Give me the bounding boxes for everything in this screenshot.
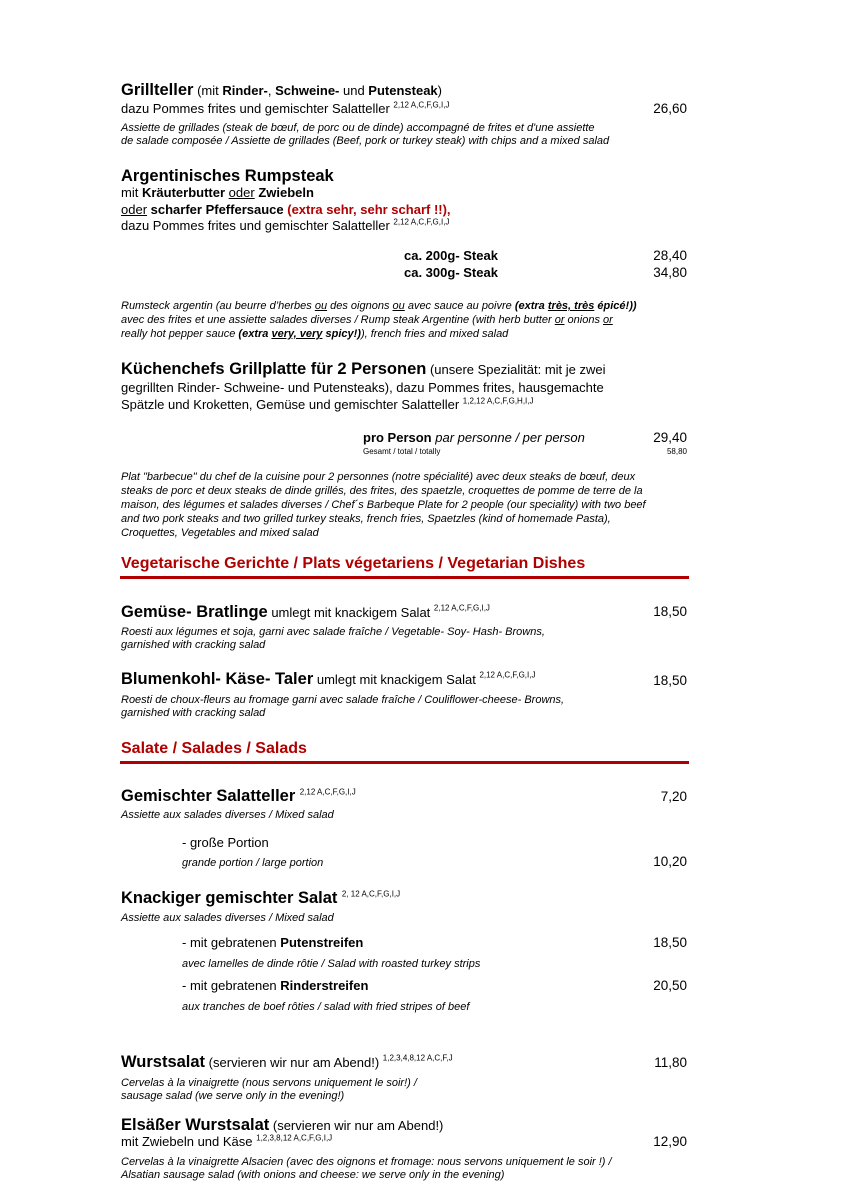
allergen-codes: 1,2,3,8,12 A,C,F,G,I,J: [256, 1133, 333, 1143]
salatteller-large-label: - große Portion: [182, 835, 269, 850]
rumpsteak-option-200g: ca. 200g- Steak: [404, 248, 498, 263]
option-name: Rinderstreifen: [280, 978, 369, 993]
grillteller-desc-1: Assiette de grillades (steak de bœuf, de porc ou de dinde) accompagné de frites et d'une assiette: [121, 122, 595, 134]
grillplatte-line3: [121, 397, 534, 412]
section-heading-vegetarian: Vegetarische Gerichte / Plats végetariens / Vegetarian Dishes: [121, 555, 586, 572]
grillplatte-line2: gegrillten Rinder- Schweine- und Putensteaks), dazu Pommes frites, hausgemachte: [121, 380, 604, 395]
rumpsteak-line3: [121, 202, 451, 217]
rumpsteak-herb-butter: Kräuterbutter: [141, 185, 226, 200]
bratlinge-heading: [121, 603, 490, 622]
rumpsteak-line2: [121, 185, 314, 200]
elsaesser-rest: (servieren wir nur am Abend!): [269, 1118, 444, 1133]
allergen-codes: 2,12 A,C,F,G,I,J: [433, 603, 490, 613]
knackig-heading: [121, 889, 400, 908]
section-heading-salads: Salate / Salades / Salads: [121, 740, 307, 757]
allergen-codes: 2,12 A,C,F,G,I,J: [393, 217, 450, 227]
rumpsteak-price-200g: 28,40: [653, 248, 687, 263]
grillplatte-desc-4: and two pork steaks and two grilled turkey steaks, french fries, Spaetzles (kind of homemade Pasta),: [121, 513, 611, 525]
desc-part: Rumsteck argentin (au beurre d’herbes: [121, 300, 315, 312]
rumpsteak-desc-1: [121, 299, 637, 313]
wurstsalat-rest: (servieren wir nur am Abend!): [205, 1055, 383, 1070]
grillplatte-total-price: 58,80: [666, 447, 687, 456]
desc-part: (extra: [514, 300, 548, 312]
allergen-codes: 1,2,12 A,C,F,G,H,I,J: [462, 396, 534, 406]
knackig-turkey-desc: avec lamelles de dinde rôtie / Salad with roasted turkey strips: [182, 958, 481, 970]
option-prefix: - mit gebratenen: [182, 935, 281, 950]
allergen-codes: 2, 12 A,C,F,G,I,J: [341, 889, 401, 899]
salatteller-price: 7,20: [660, 789, 687, 804]
desc-part: (extra: [238, 328, 272, 340]
taler-title: Blumenkohl- Käse- Taler: [121, 670, 314, 688]
desc-part: très, très: [547, 300, 595, 312]
knackig-turkey-label: [182, 935, 363, 950]
grillplatte-title-rest: (unsere Spezialität: mit je zwei: [426, 362, 606, 377]
grillteller-turkey: Putensteak: [368, 83, 438, 98]
rumpsteak-line4: [121, 218, 449, 233]
per-person-translation: par personne / per person: [431, 430, 585, 445]
rumpsteak-or-2: oder: [121, 202, 148, 217]
rumpsteak-desc-2: [121, 313, 613, 327]
taler-heading: [121, 670, 535, 689]
knackig-beef-desc: aux tranches de boef rôties / salad with fried stripes of beef: [182, 1001, 470, 1013]
grillteller-desc-2: de salade composée / Assiette de grillades (Beef, pork or turkey steak) with chips and a mixed salad: [121, 135, 610, 147]
desc-part: ou: [314, 300, 328, 312]
grillplatte-per-person: [363, 430, 585, 445]
rumpsteak-option-300g: ca. 300g- Steak: [404, 265, 498, 280]
elsaesser-with: mit Zwiebeln und Käse: [121, 1134, 257, 1149]
desc-part: or: [554, 314, 565, 326]
desc-part: ), french fries and mixed salad: [360, 328, 509, 340]
bratlinge-rest: umlegt mit knackigem Salat: [267, 605, 434, 620]
wurstsalat-price: 11,80: [654, 1055, 687, 1070]
grillteller-heading: [121, 81, 442, 100]
bratlinge-desc-1: Roesti aux légumes et soja, garni avec salade fraîche / Vegetable- Soy- Hash- Browns,: [121, 626, 545, 638]
allergen-codes: 2,12 A,C,F,G,I,J: [299, 787, 356, 797]
desc-part: avec des frites et une assiette salades diverses / Rump steak Argentine (with herb butter: [121, 314, 555, 326]
allergen-codes: 1,2,3,4,8,12 A,C,F,J: [382, 1053, 453, 1063]
rumpsteak-price-300g: 34,80: [653, 265, 687, 280]
grillplatte-desc-5: Croquettes, Vegetables and mixed salad: [121, 527, 319, 539]
desc-part: des oignons: [327, 300, 393, 312]
desc-part: épicé!)): [594, 300, 637, 312]
desc-part: really hot pepper sauce: [121, 328, 239, 340]
grillteller-paren-close: ): [437, 83, 443, 98]
elsaesser-line2: [121, 1134, 332, 1149]
allergen-codes: 2,12 A,C,F,G,I,J: [479, 670, 536, 680]
wurstsalat-desc-2: sausage salad (we serve only in the evening!): [121, 1090, 345, 1102]
rumpsteak-or: oder: [228, 185, 255, 200]
wurstsalat-heading: [121, 1053, 453, 1072]
wurstsalat-desc-1: Cervelas à la vinaigrette (nous servons uniquement le soir!) /: [121, 1077, 417, 1089]
rumpsteak-pepper-sauce: scharfer Pfeffersauce: [150, 202, 284, 217]
knackig-beef-price: 20,50: [653, 978, 687, 993]
rumpsteak-onions: Zwiebeln: [258, 185, 314, 200]
grillplatte-desc-2: steaks de porc et deux steaks de dinde grillés, des frites, des spaetzle, croquettes de pomme de terre de la: [121, 485, 643, 497]
elsaesser-title: Elsäßer Wurstsalat: [121, 1116, 270, 1134]
rumpsteak-desc-3: [121, 327, 508, 341]
desc-part: onions: [564, 314, 604, 326]
grillteller-line2: dazu Pommes frites und gemischter Salatteller: [121, 101, 394, 116]
per-person-label: pro Person: [363, 430, 432, 445]
desc-part: ou: [392, 300, 405, 312]
grillteller-and: und: [339, 83, 369, 98]
knackig-beef-label: [182, 978, 368, 993]
bratlinge-price: 18,50: [653, 604, 687, 619]
salatteller-large-desc: grande portion / large portion: [182, 857, 324, 869]
knackig-desc: Assiette aux salades diverses / Mixed salad: [121, 912, 334, 924]
rumpsteak-sides: dazu Pommes frites und gemischter Salatteller: [121, 218, 394, 233]
grillteller-sides: [121, 101, 449, 116]
grillteller-beef: Rinder-: [222, 83, 268, 98]
grillplatte-heading: [121, 360, 606, 379]
desc-part: very, very: [271, 328, 323, 340]
salatteller-large-price: 10,20: [653, 854, 687, 869]
grillplatte-price: 29,40: [653, 430, 687, 445]
rumpsteak-with: mit: [121, 185, 142, 200]
desc-part: avec sauce au poivre: [404, 300, 515, 312]
grillteller-pork: Schweine-: [275, 83, 340, 98]
grillplatte-desc-3: maison, des légumes et salades diverses / Chef´s Barbeque Plate for 2 people (our speciality) with two beef: [121, 499, 646, 511]
salatteller-desc: Assiette aux salades diverses / Mixed salad: [121, 809, 334, 821]
section-divider: [120, 761, 689, 764]
taler-rest: umlegt mit knackigem Salat: [313, 672, 480, 687]
salatteller-title: Gemischter Salatteller: [121, 787, 296, 805]
salatteller-heading: [121, 787, 356, 806]
section-divider: [120, 576, 689, 579]
elsaesser-heading: [121, 1116, 443, 1135]
taler-desc-2: garnished with cracking salad: [121, 707, 266, 719]
desc-part: spicy!): [322, 328, 361, 340]
taler-desc-1: Roesti de choux-fleurs au fromage garni avec salade fraîche / Couliflower-cheese- Browns,: [121, 694, 565, 706]
knackig-title: Knackiger gemischter Salat: [121, 889, 338, 907]
desc-part: or: [603, 314, 613, 326]
knackig-turkey-price: 18,50: [653, 935, 687, 950]
rumpsteak-title: Argentinisches Rumpsteak: [121, 167, 334, 185]
grillteller-sep: ,: [267, 83, 276, 98]
elsaesser-price: 12,90: [653, 1134, 687, 1149]
option-name: Putenstreifen: [280, 935, 364, 950]
grillteller-title: Grillteller: [121, 81, 194, 99]
grillplatte-total-label: Gesamt / total / totally: [363, 447, 441, 456]
elsaesser-desc-2: Alsatian sausage salad (with onions and cheese: we serve only in the evening): [121, 1169, 505, 1181]
bratlinge-title: Gemüse- Bratlinge: [121, 603, 268, 621]
bratlinge-desc-2: garnished with cracking salad: [121, 639, 266, 651]
rumpsteak-spicy-warning: (extra sehr, sehr scharf !!),: [287, 202, 451, 217]
grillteller-paren: (mit: [193, 83, 223, 98]
grillplatte-desc-1: Plat "barbecue" du chef de la cuisine pour 2 personnes (notre spécialité) avec deux steaks de bœuf, deux: [121, 471, 636, 483]
allergen-codes: 2,12 A,C,F,G,I,J: [393, 100, 450, 110]
elsaesser-desc-1: Cervelas à la vinaigrette Alsacien (avec des oignons et fromage: nous servons uniquement le soir !) /: [121, 1156, 612, 1168]
grillplatte-sides: Spätzle und Kroketten, Gemüse und gemischter Salatteller: [121, 397, 463, 412]
grillplatte-title: Küchenchefs Grillplatte für 2 Personen: [121, 360, 427, 378]
grillteller-price: 26,60: [653, 101, 687, 116]
wurstsalat-title: Wurstsalat: [121, 1053, 206, 1071]
taler-price: 18,50: [653, 673, 687, 688]
option-prefix: - mit gebratenen: [182, 978, 281, 993]
